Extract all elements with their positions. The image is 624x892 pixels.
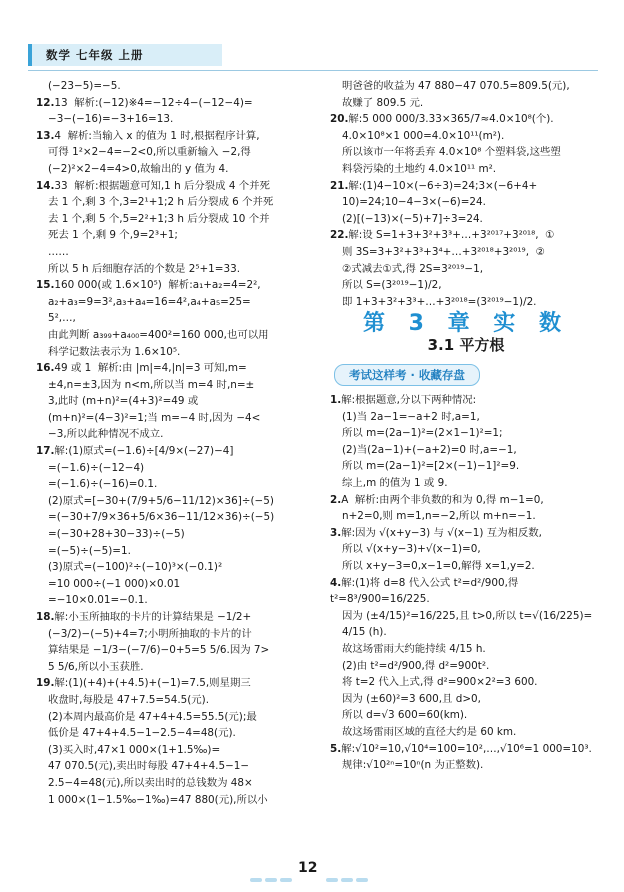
answer-text: 解:(1)(+4)+(+4.5)+(−1)=7.5,则星期三 xyxy=(54,677,251,690)
answer-text: (2)当(2a−1)+(−a+2)=0 时,a=−1, xyxy=(342,443,517,456)
answer-text: 所以 m=(2a−1)²=[2×(−1)−1]²=9. xyxy=(342,460,520,473)
page-header xyxy=(28,44,222,66)
answer-line xyxy=(36,692,308,709)
answer-line xyxy=(36,493,308,510)
answer-text: (−3/2)−(−5)+4=7;小明所抽取的卡片的计 xyxy=(48,627,252,640)
answer-text: 所以 S=(3²⁰¹⁹−1)/2, xyxy=(342,279,442,292)
answer-text: (3)原式=(−100)²÷(−10)³×(−0.1)² xyxy=(48,561,223,574)
answer-text: n+2=0,则 m=1,n=−2,所以 m+n=−1. xyxy=(342,510,536,523)
question-number: 13. xyxy=(36,129,55,142)
question-number: 1. xyxy=(330,394,342,407)
question-number: 17. xyxy=(36,445,55,458)
answer-line xyxy=(330,492,602,509)
answer-line xyxy=(330,442,602,459)
answer-text: 解:(1)4−10×(−6÷3)=24;3×(−6+4+ xyxy=(348,179,538,192)
question-number: 16. xyxy=(36,362,55,375)
answer-line xyxy=(36,609,308,626)
answer-text: (2)[(−13)×(−5)+7]÷3=24. xyxy=(342,212,483,225)
answer-text: =(−1.6)÷(−12−4) xyxy=(48,461,145,474)
header-title: 数学 七年级 上册 xyxy=(46,48,144,62)
answer-line xyxy=(36,709,308,726)
left-column xyxy=(36,78,308,808)
answer-line xyxy=(330,194,602,211)
chapter-title: 第 3 章 实 数 xyxy=(363,311,569,337)
question-number: 22. xyxy=(330,229,349,242)
answer-line xyxy=(36,792,308,809)
answer-text: 明爸爸的收益为 47 880−47 070.5=809.5(元), xyxy=(342,80,570,92)
answer-text: =10 000÷(−1 000)×0.01 xyxy=(48,577,181,590)
question-number: 18. xyxy=(36,611,55,623)
answer-text: 5 5/6,所以小玉获胜. xyxy=(48,660,144,673)
answer-line xyxy=(36,559,308,576)
answer-text: 1 000×(1−1.5‰−1‰)=47 880(元),所以小 xyxy=(48,793,268,806)
answer-text: ②式减去①式,得 2S=3²⁰¹⁹−1, xyxy=(342,262,483,275)
answer-text: =(−30+28+30−33)÷(−5) xyxy=(48,528,185,541)
answer-line xyxy=(36,194,308,211)
answer-line xyxy=(330,674,602,691)
answer-line xyxy=(330,261,602,278)
answer-text: 由此判断 a₃₉₉+a₄₀₀=400²=160 000,也可以用 xyxy=(48,328,269,341)
answer-line xyxy=(330,558,602,575)
answer-line xyxy=(36,161,308,178)
answer-line xyxy=(36,742,308,759)
answer-line xyxy=(330,658,602,675)
answer-text: (−2)²×2−4=4>0,故输出的 y 值为 4. xyxy=(48,162,229,175)
answer-line xyxy=(36,725,308,742)
answer-line xyxy=(36,592,308,609)
answer-text: 将 t=2 代入上式,得 d²=900×2²=3 600. xyxy=(342,676,538,689)
answer-text: 则 3S=3+3²+3³+3⁴+…+3²⁰¹⁸+3²⁰¹⁹, ② xyxy=(342,245,545,258)
answer-line xyxy=(36,443,308,460)
answer-line xyxy=(36,78,308,95)
answer-line xyxy=(330,392,602,409)
section-banner: 考试这样考 · 收藏存盘 xyxy=(334,364,480,387)
answer-text: 可得 1²×2−4=−2<0,所以重新输入 −2,得 xyxy=(48,146,251,159)
answer-line xyxy=(36,460,308,477)
answer-line xyxy=(36,310,308,327)
answer-text: −3,所以此种情况不成立. xyxy=(48,428,164,441)
answer-text: 即 1+3+3²+3³+…+3²⁰¹⁸=(3²⁰¹⁹−1)/2. xyxy=(342,295,537,308)
answer-line xyxy=(330,425,602,442)
answer-text: 算结果是 −1/3−(−7/6)−0+5=5 5/6.因为 7> xyxy=(48,644,270,657)
answer-text: 33 解析:根据题意可知,1 h 后分裂成 4 个并死 xyxy=(54,179,270,192)
answer-line xyxy=(36,426,308,443)
answer-text: 故这场雷雨大约能持续 4/15 h. xyxy=(342,643,486,655)
answer-text: 因为 (±60)²=3 600,且 d>0, xyxy=(342,692,481,705)
answer-line xyxy=(330,508,602,525)
answer-text: 解:根据题意,分以下两种情况: xyxy=(341,394,477,407)
answer-line xyxy=(36,327,308,344)
answer-line xyxy=(330,707,602,724)
question-number: 15. xyxy=(36,279,55,292)
answer-text: =(−30+7/9×36+5/6×36−11/12×36)÷(−5) xyxy=(48,511,275,524)
answer-text: −3−(−16)=−3+16=13. xyxy=(48,113,174,126)
answer-line xyxy=(330,277,602,294)
answer-line xyxy=(36,344,308,361)
answer-line xyxy=(330,575,602,608)
answer-text: 解:(1)将 d=8 代入公式 t²=d²/900,得 t²=8³/900=16/225. xyxy=(330,576,522,606)
question-number: 12. xyxy=(36,96,55,109)
answer-text: 因为 (±4/15)²=16/225,且 t>0,所以 t=√(16/225)= xyxy=(342,609,593,622)
answer-line xyxy=(36,294,308,311)
answer-line xyxy=(36,144,308,161)
answer-text: =(−1.6)÷(−16)=0.1. xyxy=(48,478,158,491)
answer-text: 科学记数法表示为 1.6×10⁵. xyxy=(48,345,181,358)
answer-text: 所以 m=(2a−1)²=(2×1−1)²=1; xyxy=(342,427,503,440)
answer-text: =(−5)÷(−5)=1. xyxy=(48,544,131,557)
question-number: 5. xyxy=(330,742,342,755)
answer-text: 低价是 47+4+4.5−1−2.5−4=48(元). xyxy=(48,727,236,740)
answer-line xyxy=(36,642,308,659)
answer-line xyxy=(330,111,602,128)
right-column xyxy=(330,78,602,774)
answer-line xyxy=(330,691,602,708)
question-number: 21. xyxy=(330,179,349,192)
answer-line xyxy=(36,476,308,493)
answer-text: 规律:√10²ⁿ=10ⁿ(n 为正整数). xyxy=(342,759,484,772)
answer-text: (3)买入时,47×1 000×(1+1.5‰)= xyxy=(48,743,221,756)
answer-line xyxy=(36,775,308,792)
answer-line xyxy=(330,608,602,625)
answer-line xyxy=(36,244,308,261)
right-top-answers xyxy=(330,78,602,310)
answer-line xyxy=(36,261,308,278)
answer-line xyxy=(36,758,308,775)
answer-line xyxy=(36,277,308,294)
answer-text: (m+n)²=(4−3)²=1;当 m=−4 时,因为 −4< xyxy=(48,411,261,424)
answer-line xyxy=(330,244,602,261)
answer-line xyxy=(36,659,308,676)
answer-text: 所以 x+y−3=0,x−1=0,解得 x=1,y=2. xyxy=(342,560,535,573)
answer-text: 去 1 个,剩 5 个,5=2²+1;3 h 后分裂成 10 个并 xyxy=(48,212,270,225)
answer-text: =−10×0.01=−0.1. xyxy=(48,594,148,607)
answer-text: 4.0×10⁸×1 000=4.0×10¹¹(m²). xyxy=(342,129,505,142)
answer-text: 故赚了 809.5 元. xyxy=(342,96,424,109)
answer-line xyxy=(36,543,308,560)
answer-text: 所以该市一年将丢弃 4.0×10⁸ 个塑料袋,这些塑 xyxy=(342,146,561,159)
answer-text: 解:小玉所抽取的卡片的计算结果是 −1/2+ xyxy=(54,611,252,623)
section-title: 3.1 平方根 xyxy=(427,335,505,354)
answer-line xyxy=(36,393,308,410)
answer-text: 故这场雷雨区域的直径大约是 60 km. xyxy=(342,725,517,738)
answer-line xyxy=(330,128,602,145)
right-bottom-answers xyxy=(330,392,602,774)
answer-text: (2)原式=[−30+(7/9+5/6−11/12)×36]÷(−5) xyxy=(48,494,274,507)
answer-text: a₂+a₃=9=3²,a₃+a₄=16=4²,a₄+a₅=25= xyxy=(48,295,251,308)
header-divider xyxy=(28,70,598,71)
answer-line xyxy=(330,409,602,426)
answer-line xyxy=(330,757,602,774)
footer-decoration-right xyxy=(326,867,371,871)
answer-text: ±4,n=±3,因为 n<m,所以当 m=4 时,n=± xyxy=(48,378,255,391)
answer-text: (2)由 t²=d²/900,得 d²=900t². xyxy=(342,659,490,672)
answer-text: 死去 1 个,剩 9 个,9=2³+1; xyxy=(48,229,178,242)
answer-line xyxy=(36,227,308,244)
answer-text: 4 解析:当输入 x 的值为 1 时,根据程序计算, xyxy=(54,129,260,142)
question-number: 3. xyxy=(330,526,342,539)
answer-text: 5²,…, xyxy=(48,312,76,325)
answer-line xyxy=(330,144,602,161)
answer-line xyxy=(36,211,308,228)
answer-line xyxy=(36,95,308,112)
answer-line xyxy=(330,161,602,178)
answer-line xyxy=(330,624,602,641)
answer-text: A 解析:由两个非负数的和为 0,得 m−1=0, xyxy=(341,493,544,506)
answer-line xyxy=(330,525,602,542)
answer-text: 收盘时,每股是 47+7.5=54.5(元). xyxy=(48,693,210,706)
answer-line xyxy=(36,377,308,394)
answer-text: 所以 5 h 后细胞存活的个数是 2⁵+1=33. xyxy=(48,262,241,275)
question-number: 14. xyxy=(36,179,55,192)
answer-line xyxy=(330,741,602,758)
answer-text: 所以 √(x+y−3)+√(x−1)=0, xyxy=(342,543,481,556)
answer-text: 所以 d=√3 600=60(km). xyxy=(342,709,468,722)
answer-text: 解:(1)原式=(−1.6)÷[4/9×(−27)−4] xyxy=(54,445,234,458)
answer-text: 49 或 1 解析:由 |m|=4,|n|=3 可知,m= xyxy=(54,362,247,375)
answer-text: 综上,m 的值为 1 或 9. xyxy=(342,477,448,490)
answer-line xyxy=(36,178,308,195)
answer-text: 料袋污染的土地约 4.0×10¹¹ m². xyxy=(342,162,497,175)
question-number: 4. xyxy=(330,576,342,589)
question-number: 20. xyxy=(330,113,349,126)
answer-line xyxy=(330,541,602,558)
answer-text: 160 000(或 1.6×10⁵) 解析:a₁+a₂=4=2², xyxy=(54,279,261,292)
answer-text: 4/15 (h). xyxy=(342,626,387,639)
answer-text: (−23−5)=−5. xyxy=(48,80,121,92)
answer-text: 3,此时 (m+n)²=(4+3)²=49 或 xyxy=(48,395,199,408)
answer-line xyxy=(36,128,308,145)
answer-text: 去 1 个,剩 3 个,3=2¹+1;2 h 后分裂成 6 个并死 xyxy=(48,196,274,209)
answer-line xyxy=(36,410,308,427)
answer-line xyxy=(36,675,308,692)
answer-line xyxy=(330,294,602,311)
answer-line xyxy=(330,724,602,741)
answer-text: 解:因为 √(x+y−3) 与 √(x−1) 互为相反数, xyxy=(341,526,542,539)
answer-line xyxy=(330,458,602,475)
question-number: 19. xyxy=(36,677,55,690)
answer-text: (2)本周内最高价是 47+4+4.5=55.5(元);最 xyxy=(48,710,257,723)
answer-line xyxy=(330,211,602,228)
answer-line xyxy=(330,78,602,95)
answer-line xyxy=(330,95,602,112)
answer-line xyxy=(36,576,308,593)
answer-text: …… xyxy=(48,245,69,258)
answer-line xyxy=(36,526,308,543)
answer-line xyxy=(330,475,602,492)
footer-decoration-left xyxy=(250,867,295,871)
answer-text: 解:√10²=10,√10⁴=100=10²,…,√10⁶=1 000=10³. xyxy=(341,742,592,755)
question-number: 2. xyxy=(330,493,342,506)
answer-line xyxy=(36,509,308,526)
answer-text: 2.5−4=48(元),所以卖出时的总钱数为 48× xyxy=(48,776,253,789)
answer-line xyxy=(330,178,602,195)
answer-text: 47 070.5(元),卖出时每股 47+4+4.5−1− xyxy=(48,760,250,773)
answer-line xyxy=(330,227,602,244)
page-number: 12 xyxy=(298,860,318,876)
answer-line xyxy=(330,641,602,658)
answer-text: 解:设 S=1+3+3²+3³+…+3²⁰¹⁷+3²⁰¹⁸, ① xyxy=(348,229,555,242)
answer-text: (1)当 2a−1=−a+2 时,a=1, xyxy=(342,410,480,423)
answer-line xyxy=(36,360,308,377)
answer-line xyxy=(36,111,308,128)
answer-line xyxy=(36,626,308,643)
answer-text: 解:5 000 000/3.33×365/7≈4.0×10⁸(个). xyxy=(348,113,554,126)
answer-text: 13 解析:(−12)※4=−12÷4−(−12−4)= xyxy=(54,96,253,109)
answer-text: 10)=24;10−4−3×(−6)=24. xyxy=(342,196,486,209)
